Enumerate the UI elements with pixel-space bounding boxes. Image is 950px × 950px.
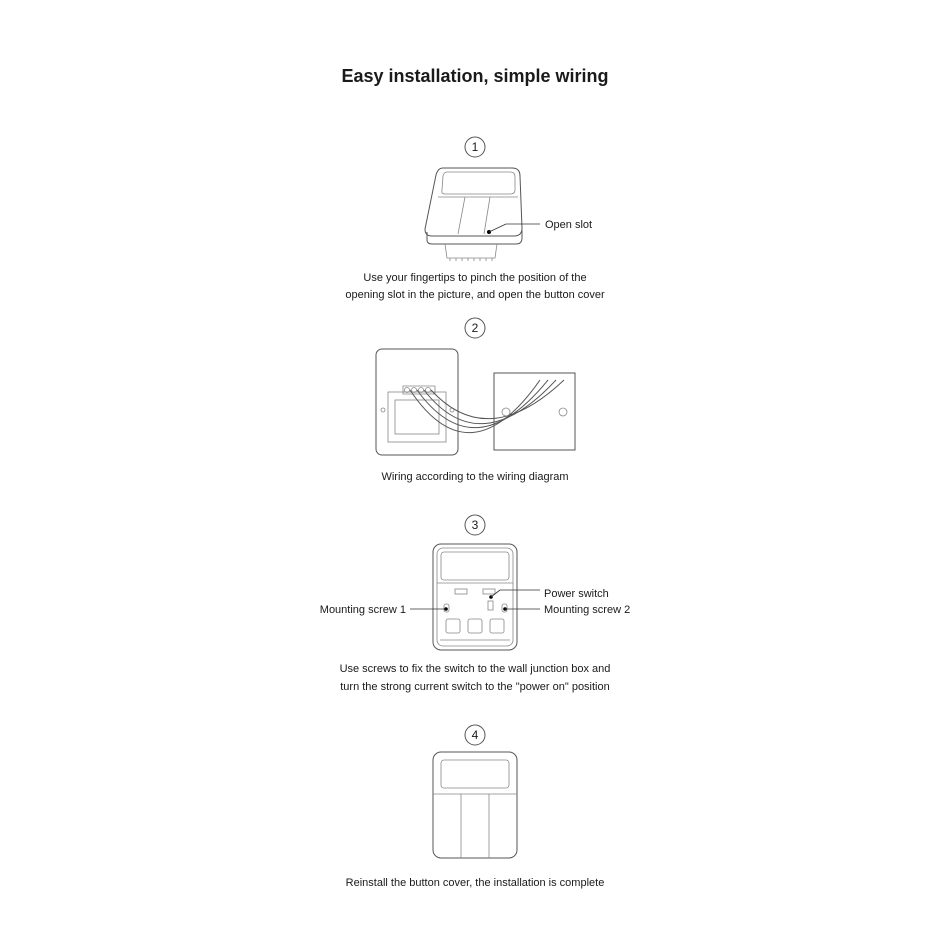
step-3	[320, 515, 630, 693]
power-switch	[488, 601, 493, 610]
label-mounting-screw-1: Mounting screw 1	[319, 604, 406, 616]
page-title: Easy installation, simple wiring	[341, 66, 609, 86]
step-number: 4	[471, 728, 479, 742]
step-1	[345, 137, 605, 301]
step-1-caption-line-1: Use your fingertips to pinch the position of the	[363, 272, 587, 284]
switch-assembled-illustration	[433, 752, 517, 858]
label-mounting-screw-2: Mounting screw 2	[544, 604, 631, 616]
step-number: 3	[471, 518, 479, 532]
step-2-caption: Wiring according to the wiring diagram	[381, 471, 569, 483]
step-3-caption-line-1: Use screws to fix the switch to the wall junction box and	[339, 663, 611, 675]
switch-back-panel-illustration	[376, 349, 458, 455]
step-4-caption: Reinstall the button cover, the installation is complete	[345, 877, 605, 889]
wall-junction-box-illustration	[494, 373, 575, 450]
switch-tilted-illustration	[425, 168, 540, 261]
step-1-caption-line-2: opening slot in the picture, and open the button cover	[345, 289, 605, 301]
label-open-slot: Open slot	[545, 219, 593, 231]
switch-open-illustration	[410, 544, 540, 650]
step-3-caption-line-2: turn the strong current switch to the "power on" position	[340, 681, 610, 693]
label-power-switch: Power switch	[544, 588, 609, 600]
step-4	[346, 725, 605, 889]
step-2	[376, 318, 575, 483]
step-number: 1	[471, 140, 479, 154]
wires-illustration	[410, 380, 564, 433]
step-number: 2	[471, 321, 479, 335]
